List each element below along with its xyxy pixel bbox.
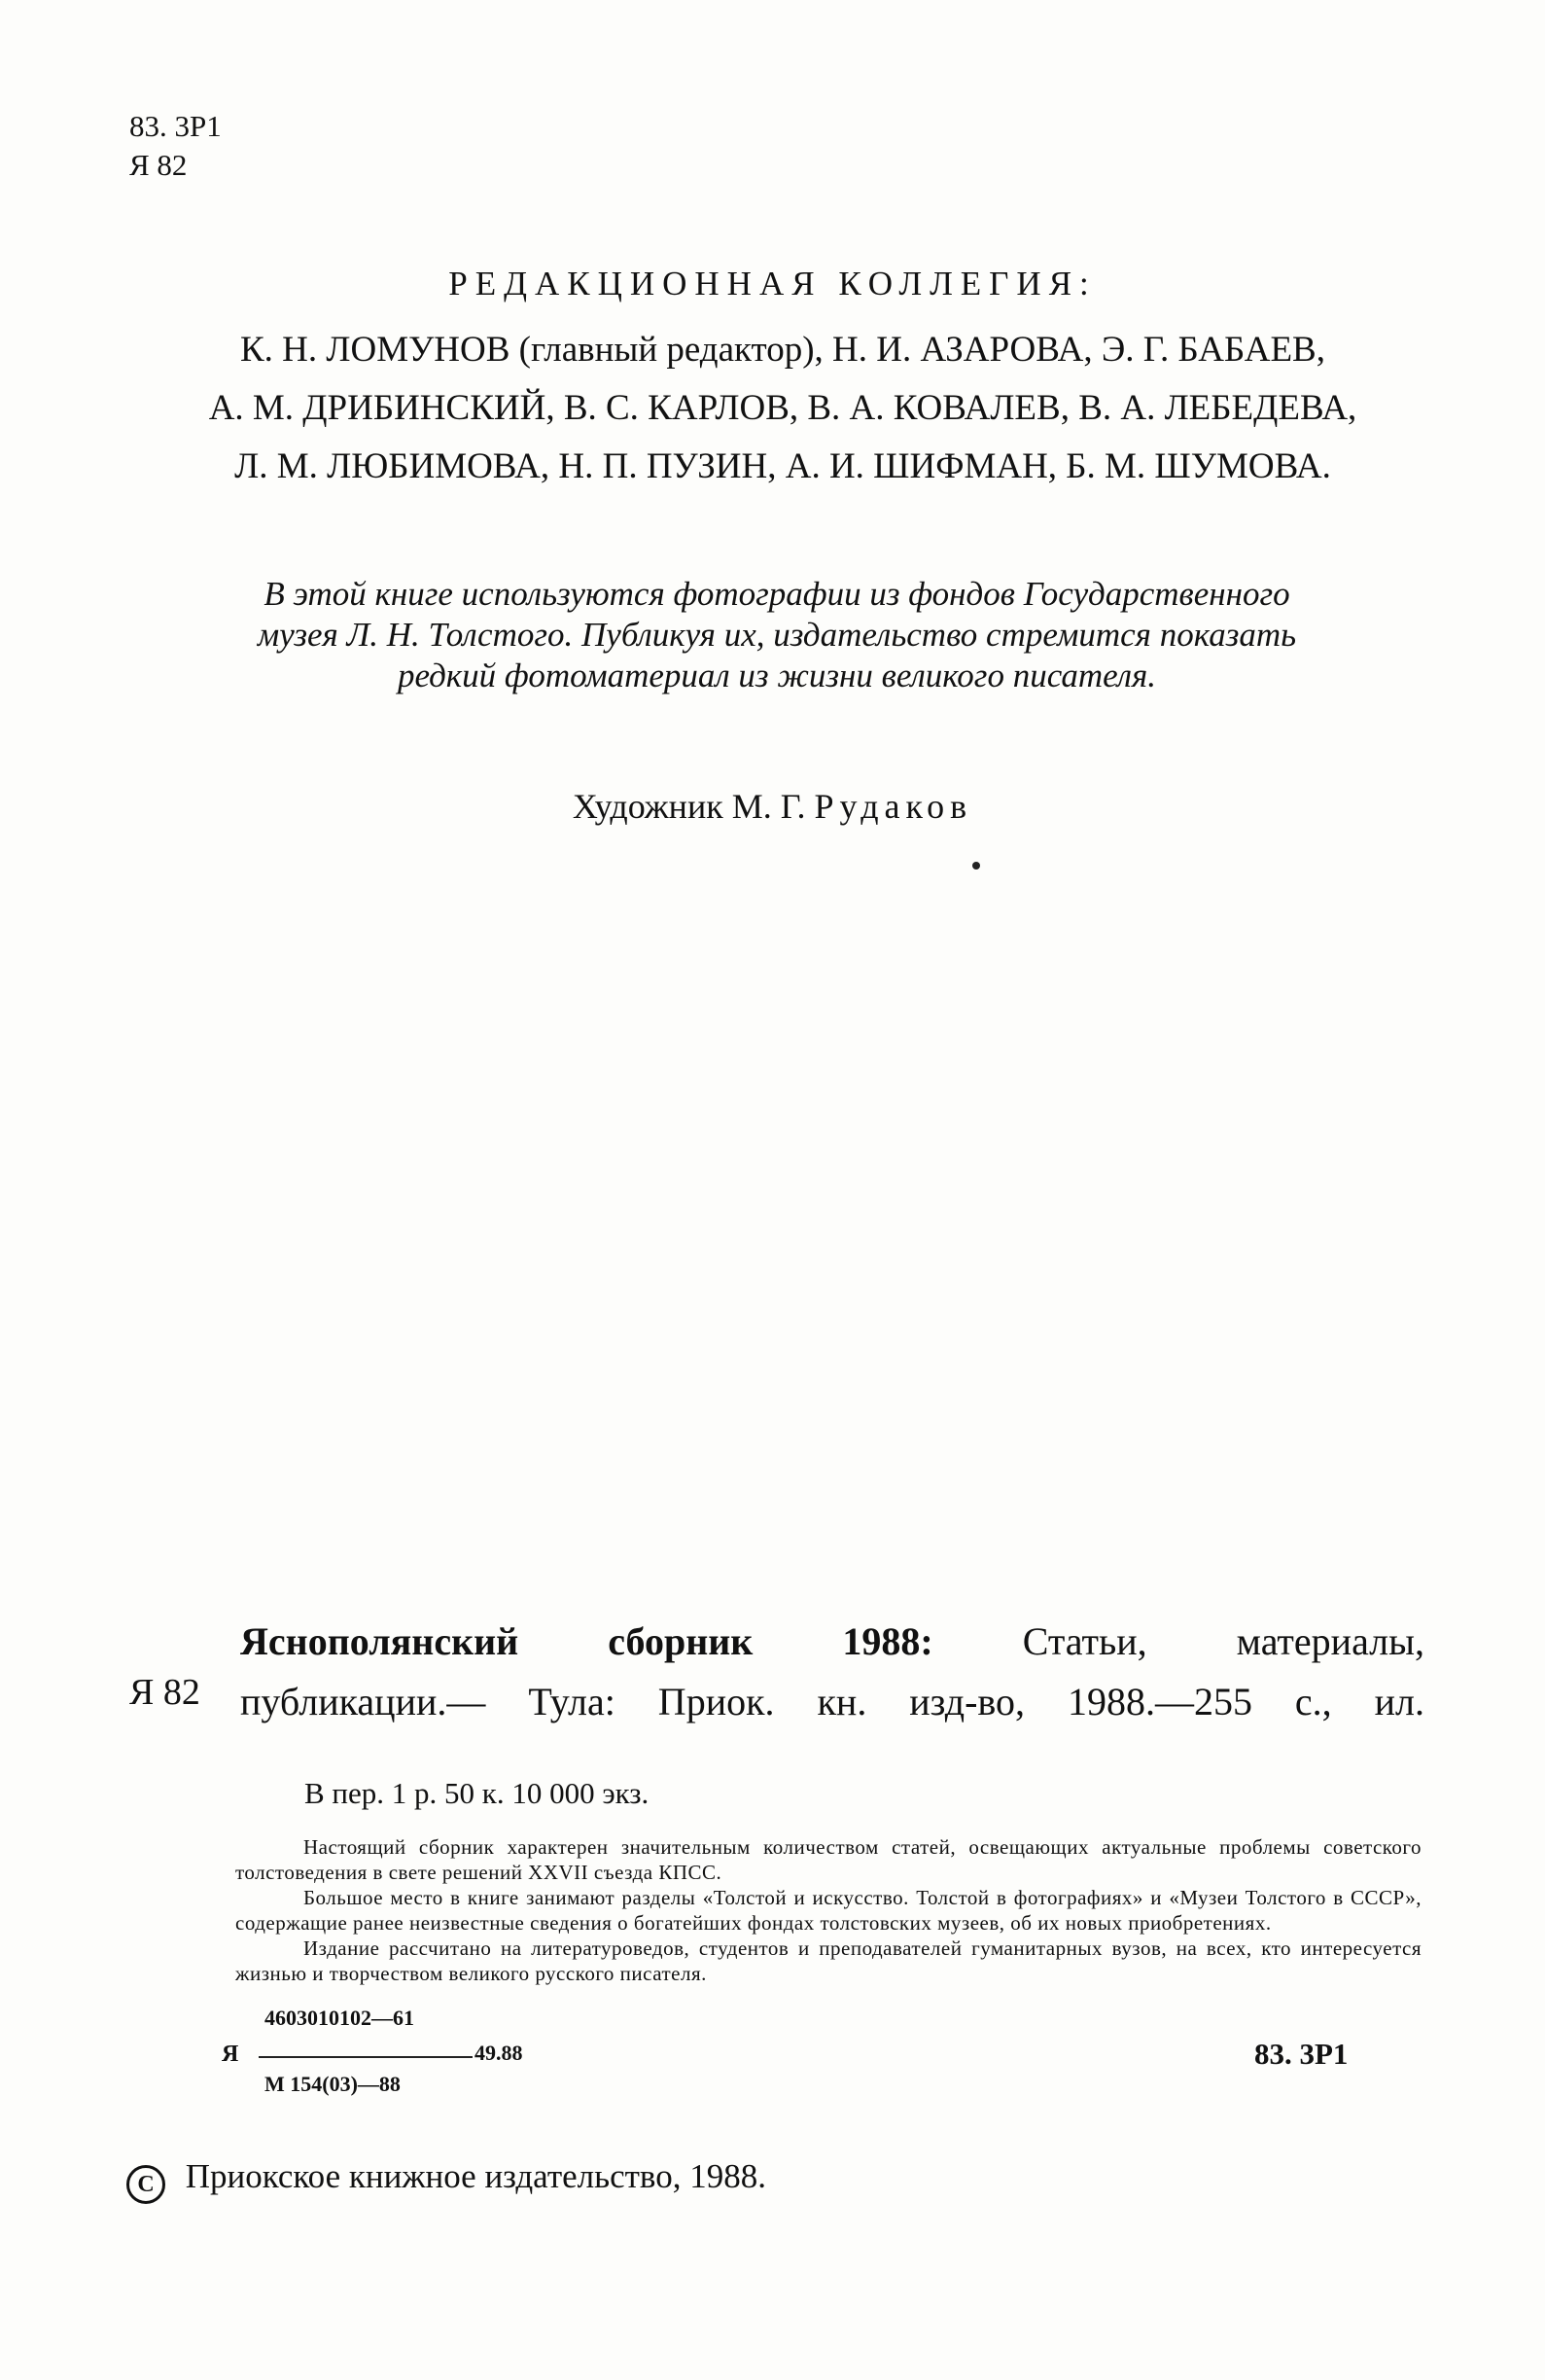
bbk-header xyxy=(129,107,222,185)
isbn-top: 4603010102—61 xyxy=(264,2006,414,2030)
board-line-1: К. Н. ЛОМУНОВ (главный редактор), Н. И. АЗАРОВА, Э. Г. БАБАЕВ, xyxy=(240,330,1325,370)
abstract-p1: Настоящий сборник характерен значительным количеством статей, освещающих актуальные проблемы советского толстоведения в свете решений XXVII съезда КПСС. xyxy=(235,1835,1422,1884)
isbn-bottom: М 154(03)—88 xyxy=(264,2072,401,2096)
note-line-2: музея Л. Н. Толстого. Публикуя их, издательство стремится показать xyxy=(257,616,1297,654)
note-line-1: В этой книге используются фотографии из фондов Государственного xyxy=(263,575,1290,613)
catalog-code: Я 82 xyxy=(129,1672,200,1713)
copyright-text: Приокское книжное издательство, 1988. xyxy=(185,2157,766,2195)
copyright-icon: С xyxy=(126,2165,165,2204)
isbn-divider xyxy=(259,2056,473,2058)
catalog-title-bold: Яснополянский сборник 1988: xyxy=(240,1619,933,1663)
isbn-price-code: 49.88 xyxy=(474,2041,523,2065)
abstract-p3: Издание рассчитано на литературоведов, студентов и преподавателей гуманитарных вузов, на всех, кто интересуется жизнью и творчеством великого русского писателя. xyxy=(235,1936,1422,1985)
catalog-entry xyxy=(240,1612,1424,1732)
catalog-price: В пер. 1 р. 50 к. 10 000 экз. xyxy=(304,1776,650,1810)
editorial-board-list xyxy=(126,321,1439,496)
bbk-code: 83. 3Р1 xyxy=(129,109,222,143)
catalog-imprint: публикации.— Тула: Приок. кн. изд-во, 1988.—255 с., ил. xyxy=(240,1680,1424,1723)
catalog-title-rest: Статьи, материалы, xyxy=(1022,1619,1425,1663)
abstract-p2: Большое место в книге занимают разделы «Толстой и искусство. Толстой в фотографиях» и «Музеи Толстого в СССР», содержащие ранее неизвестные сведения о богатейших фондах толстовских музеев, об их новых приобретениях. xyxy=(235,1886,1422,1935)
bbk-code-right: 83. 3Р1 xyxy=(1254,2037,1349,2071)
note-line-3: редкий фотоматериал из жизни великого писателя. xyxy=(397,657,1157,694)
board-line-3: Л. М. ЛЮБИМОВА, Н. П. ПУЗИН, А. И. ШИФМАН, Б. М. ШУМОВА. xyxy=(234,446,1331,486)
artist-label: Художник М. Г. xyxy=(572,787,806,826)
artist-credit xyxy=(0,786,1545,827)
artist-name: Рудаков xyxy=(814,787,973,826)
photo-note xyxy=(179,574,1375,696)
editorial-board-title: РЕДАКЦИОННАЯ КОЛЛЕГИЯ: xyxy=(448,265,1097,302)
copyright xyxy=(126,2157,766,2204)
catalog-title-line xyxy=(240,1612,1424,1672)
board-line-2: А. М. ДРИБИНСКИЙ, В. С. КАРЛОВ, В. А. КОВАЛЕВ, В. А. ЛЕБЕДЕВА, xyxy=(208,388,1357,428)
author-mark: Я 82 xyxy=(129,148,188,182)
print-dot xyxy=(972,862,980,870)
abstract xyxy=(235,1834,1422,1986)
isbn-ya: Я xyxy=(222,2042,239,2067)
